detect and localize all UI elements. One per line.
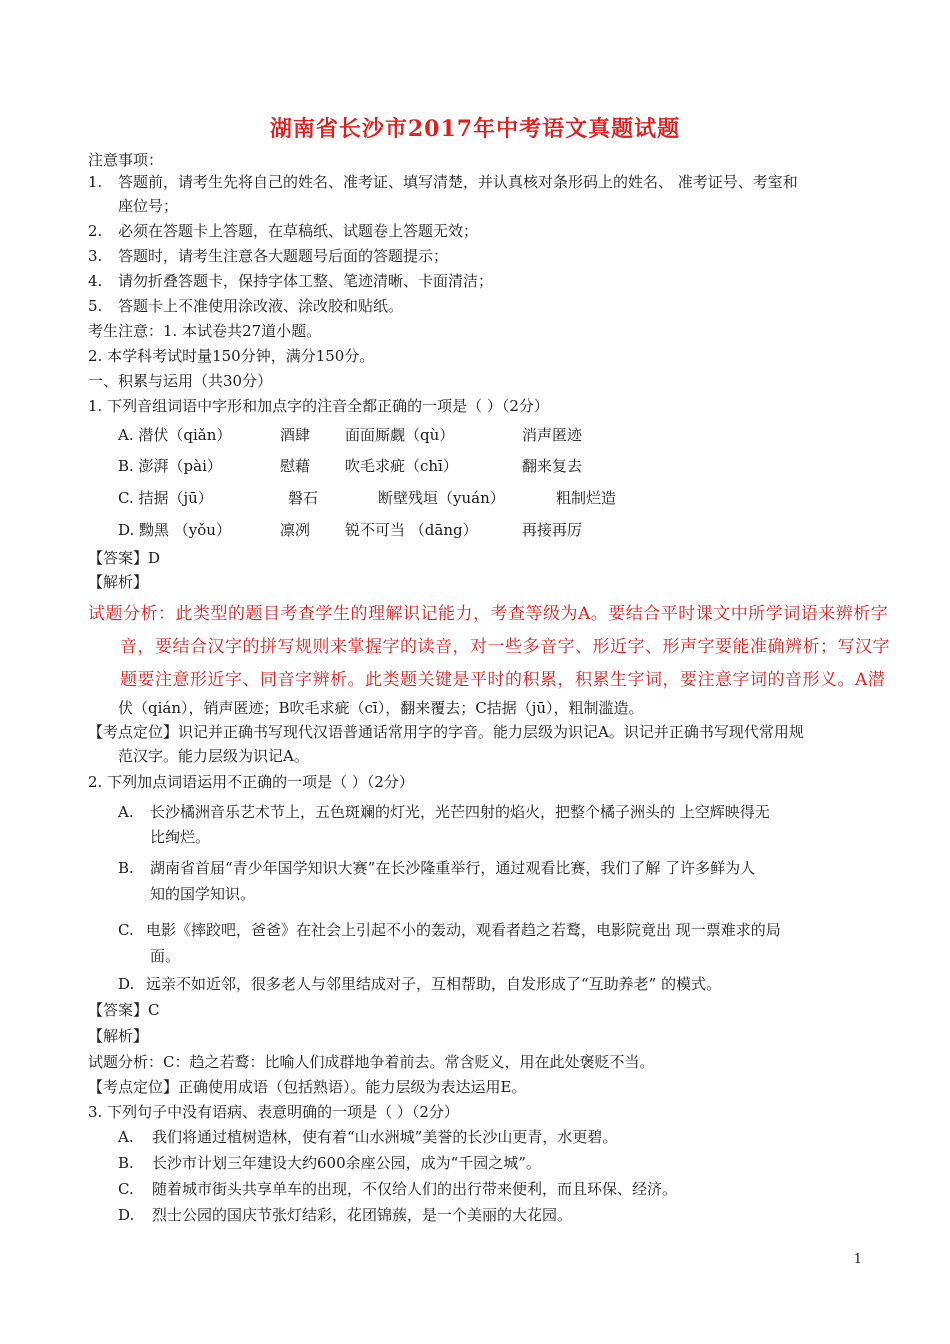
option-a-word: 面面厮觑（qù） [345, 426, 455, 444]
notice-text: 答题前，请考生先将自己的姓名、准考证、填写清楚，并认真核对条形码上的姓名、 准考证号、考室和 [118, 173, 798, 191]
option-c-word: 粗制烂造 [556, 489, 617, 507]
option-text: 长沙市计划三年建设大约600余座公园，成为“千园之城”。 [152, 1154, 541, 1172]
analysis-red-line: 题要注意形近字、同音字辨析。此类题关键是平时的积累，积累生字词，要注意字词的音形义。A潜 [120, 670, 886, 690]
option-label: D. [118, 1206, 135, 1224]
notice-num: 4. [88, 272, 103, 290]
section-heading: 一、积累与运用（共30分） [88, 372, 273, 390]
option-c-word: C. 拮据（jū） [118, 489, 213, 507]
option-text: 湖南省首届“青少年国学知识大赛”在长沙隆重举行，通过观看比赛，我们了解 了许多鲜为人 [150, 859, 756, 877]
page-number: 1 [853, 1252, 862, 1267]
option-c-word: 磐石 [288, 489, 319, 507]
question-stem: 1. 下列音组词语中字形和加点字的注音全都正确的一项是（ ）（2分） [88, 397, 549, 415]
option-text: 随着城市街头共享单车的出现，不仅给人们的出行带来便利，而且环保、经济。 [152, 1180, 678, 1198]
option-text: 烈士公园的国庆节张灯结彩，花团锦蔟，是一个美丽的大花园。 [152, 1206, 573, 1224]
analysis-red-line: 音，要结合汉字的拼写规则来掌握字的读音，对一些多音字、形近字、形声字要能准确辨析；写汉字 [120, 637, 890, 657]
analysis-red-line: 试题分析：此类型的题目考查学生的理解识记能力，考查等级为A。要结合平时课文中所学词语来辨析字 [88, 604, 889, 624]
notice-text: 必须在答题卡上答题，在草稿纸、试题卷上答题无效； [118, 222, 479, 240]
answer: 【答案】D [88, 549, 161, 567]
option-d-word: 锐不可当 （dāng） [345, 521, 478, 539]
option-label: A. [118, 1128, 134, 1146]
option-label: B. [118, 1154, 134, 1172]
notice-num: 2. [88, 222, 103, 240]
option-c-word: 断壁残垣（yuán） [378, 489, 505, 507]
option-label: A. [118, 803, 134, 821]
option-b-word: 慰藉 [280, 457, 311, 475]
analysis-text: 试题分析：C：趋之若鹜：比喻人们成群地争着前去。常含贬义，用在此处褒贬不当。 [88, 1053, 655, 1071]
option-text-cont: 面。 [150, 947, 181, 965]
analysis-cont: 伏（qián），销声匿迹；B吹毛求疵（cī），翻来覆去；C拮据（jū），粗制滥造。 [118, 699, 644, 717]
option-a-word: A. 潜伏（qiǎn） [118, 426, 232, 444]
option-text: 远亲不如近邻，很多老人与邻里结成对子，互相帮助，自发形成了“互助养老” 的模式。 [146, 975, 722, 993]
notice-num: 3. [88, 247, 103, 265]
option-b-word: 吹毛求疵（chī） [345, 457, 458, 475]
notice-text: 答题时，请考生注意各大题题号后面的答题提示； [118, 247, 449, 265]
option-b-word: 翻来复去 [522, 457, 583, 475]
question-stem: 3. 下列句子中没有语病、表意明确的一项是（ ）（2分） [88, 1103, 459, 1121]
notice-text-cont: 座位号； [118, 197, 179, 215]
analysis-label: 【解析】 [88, 573, 149, 591]
option-label: C. [118, 1180, 134, 1198]
notice-num: 5. [88, 297, 103, 315]
notice-num: 1. [88, 173, 103, 191]
question-stem: 2. 下列加点词语运用不正确的一项是（ ）（2分） [88, 773, 414, 791]
notice-heading: 注意事项： [88, 151, 164, 169]
option-label: D. [118, 975, 135, 993]
option-text-cont: 比绚烂。 [150, 828, 211, 846]
exam-note: 考生注意：1. 本试卷共27道小题。 [88, 322, 322, 340]
notice-text: 答题卡上不准使用涂改液、涂改胶和贴纸。 [118, 297, 404, 315]
analysis-label: 【解析】 [88, 1027, 149, 1045]
option-a-word: 消声匿迹 [522, 426, 583, 444]
notice-text: 请勿折叠答题卡，保持字体工整、笔迹清晰、卡面清洁； [118, 272, 494, 290]
page-title: 湖南省长沙市2017年中考语文真题试题 [269, 116, 681, 142]
answer: 【答案】C [88, 1001, 160, 1019]
option-d-word: 凛冽 [280, 521, 311, 539]
option-text: 长沙橘洲音乐艺术节上，五色斑斓的灯光，光芒四射的焰火，把整个橘子洲头的 上空辉映得无 [150, 803, 770, 821]
exam-point: 【考点定位】正确使用成语（包括熟语）。能力层级为表达运用E。 [88, 1078, 527, 1096]
option-b-word: B. 澎湃（pài） [118, 457, 222, 475]
option-label: B. [118, 859, 134, 877]
exam-point-cont: 范汉字。能力层级为识记A。 [118, 747, 309, 765]
option-d-word: D. 黝黑 （yǒu） [118, 521, 231, 539]
option-text-cont: 知的国学知识。 [150, 885, 256, 903]
option-label: C. [118, 921, 134, 939]
option-text: 电影《摔跤吧，爸爸》在社会上引起不小的轰动，观看者趋之若鹜，电影院竟出 现一票难求的局 [146, 921, 781, 939]
exam-point: 【考点定位】识记并正确书写现代汉语普通话常用字的字音。能力层级为识记A。识记并正确书写现代常用规 [88, 723, 804, 741]
exam-note: 2. 本学科考试时量150分钟，满分150分。 [88, 347, 375, 365]
option-d-word: 再接再厉 [522, 521, 583, 539]
option-a-word: 酒肆 [280, 426, 311, 444]
option-text: 我们将通过植树造林，使有着“山水洲城”美誉的长沙山更青，水更碧。 [152, 1128, 618, 1146]
